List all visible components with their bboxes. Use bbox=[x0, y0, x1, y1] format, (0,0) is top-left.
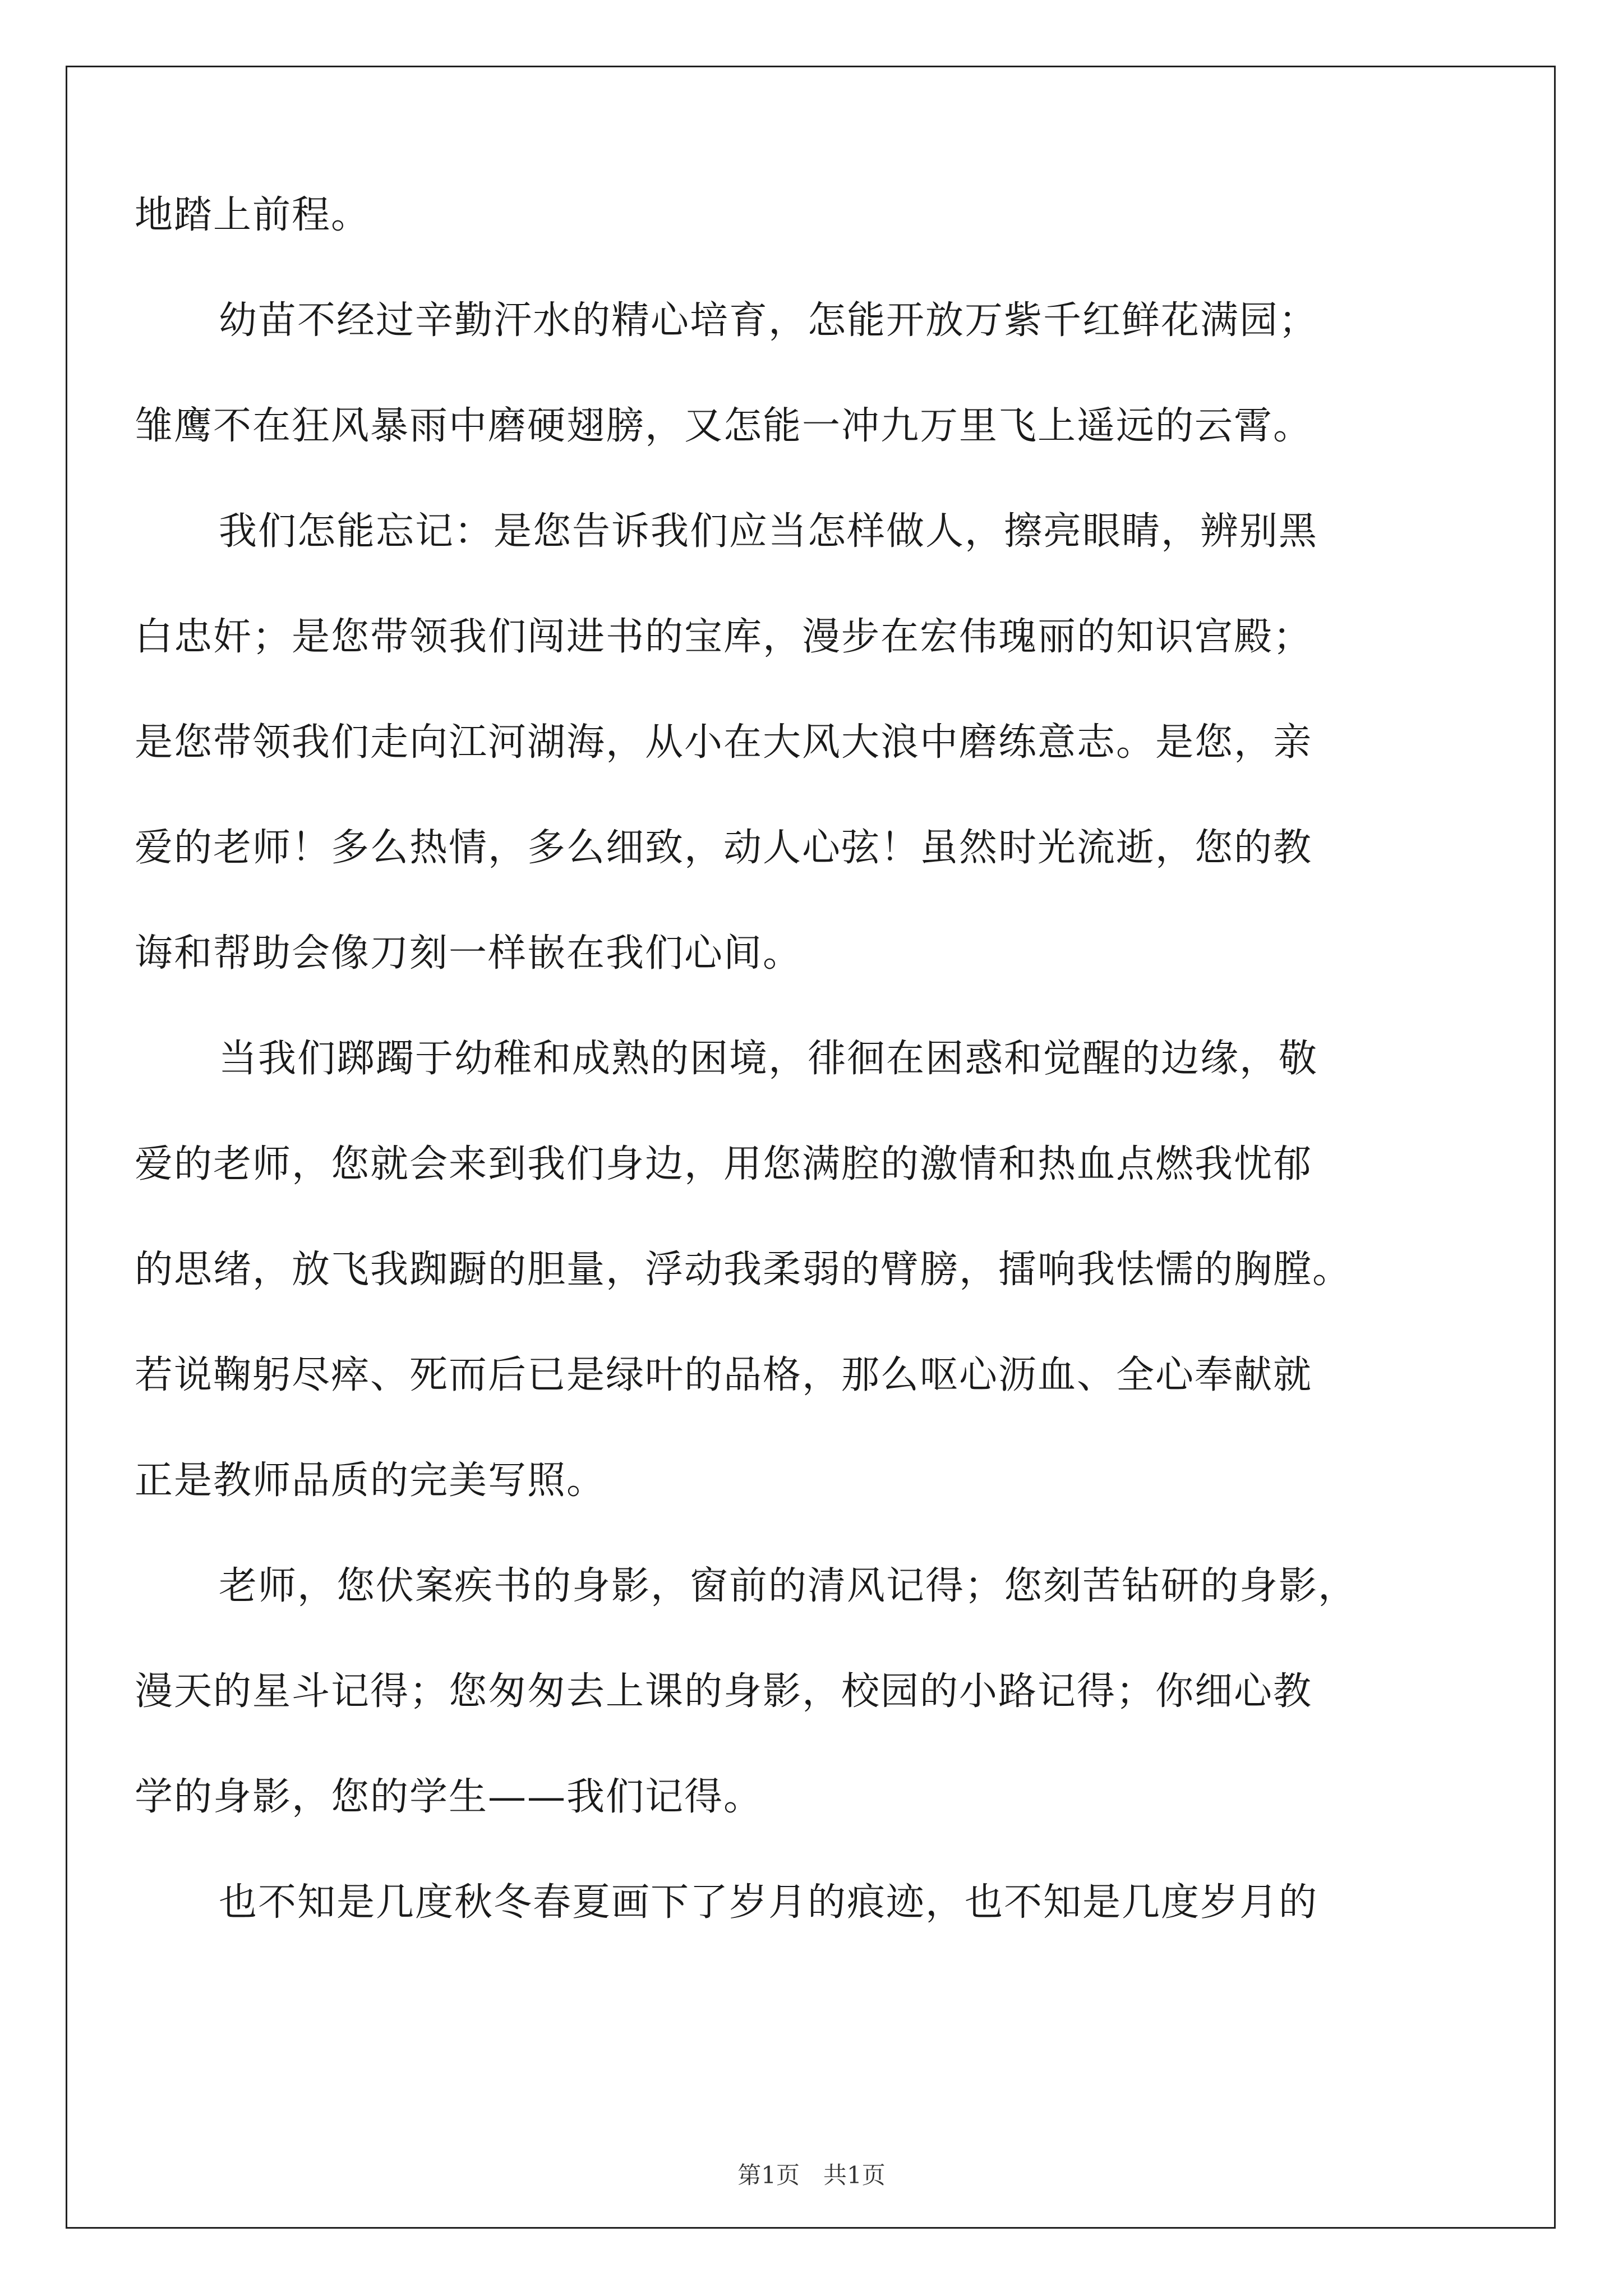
paragraph-start: 幼苗不经过辛勤汗水的精心培育，怎能开放万紫千红鲜花满园； bbox=[219, 298, 1318, 343]
paragraph-start: 也不知是几度秋冬春夏画下了岁月的痕迹，也不知是几度岁月的 bbox=[219, 1880, 1318, 1925]
text-line: 诲和帮助会像刀刻一样嵌在我们心间。 bbox=[135, 931, 803, 976]
text-line: 的思绪，放飞我踟蹰的胆量，浮动我柔弱的臂膀，擂响我怯懦的胸膛。 bbox=[135, 1248, 1352, 1292]
text-line: 白忠奸；是您带领我们闯进书的宝库，漫步在宏伟瑰丽的知识宫殿； bbox=[135, 615, 1313, 659]
text-line: 漫天的星斗记得；您匆匆去上课的身影，校园的小路记得；你细心教 bbox=[135, 1669, 1313, 1714]
paragraph-start: 当我们踯躅于幼稚和成熟的困境，徘徊在困惑和觉醒的边缘，敬 bbox=[219, 1037, 1318, 1081]
text-line: 若说鞠躬尽瘁、死而后已是绿叶的品格，那么呕心沥血、全心奉献就 bbox=[135, 1353, 1313, 1397]
paragraph-start: 老师，您伏案疾书的身影，窗前的清风记得；您刻苦钻研的身影， bbox=[219, 1564, 1358, 1608]
text-line: 爱的老师！多么热情，多么细致，动人心弦！虽然时光流逝，您的教 bbox=[135, 826, 1313, 870]
text-line: 爱的老师，您就会来到我们身边，用您满腔的激情和热血点燃我忧郁 bbox=[135, 1142, 1313, 1186]
text-line: 正是教师品质的完美写照。 bbox=[135, 1458, 606, 1503]
text-line: 学的身影，您的学生——我们记得。 bbox=[135, 1775, 763, 1819]
page-number-footer: 第1页 共1页 bbox=[737, 2161, 886, 2189]
paragraph-start: 我们怎能忘记：是您告诉我们应当怎样做人，擦亮眼睛，辨别黑 bbox=[219, 509, 1318, 554]
text-line: 雏鹰不在狂风暴雨中磨硬翅膀，又怎能一冲九万里飞上遥远的云霄。 bbox=[135, 404, 1313, 448]
text-line: 地踏上前程。 bbox=[135, 193, 371, 237]
document-body bbox=[135, 163, 1481, 1955]
text-line: 是您带领我们走向江河湖海，从小在大风大浪中磨练意志。是您，亲 bbox=[135, 720, 1313, 765]
